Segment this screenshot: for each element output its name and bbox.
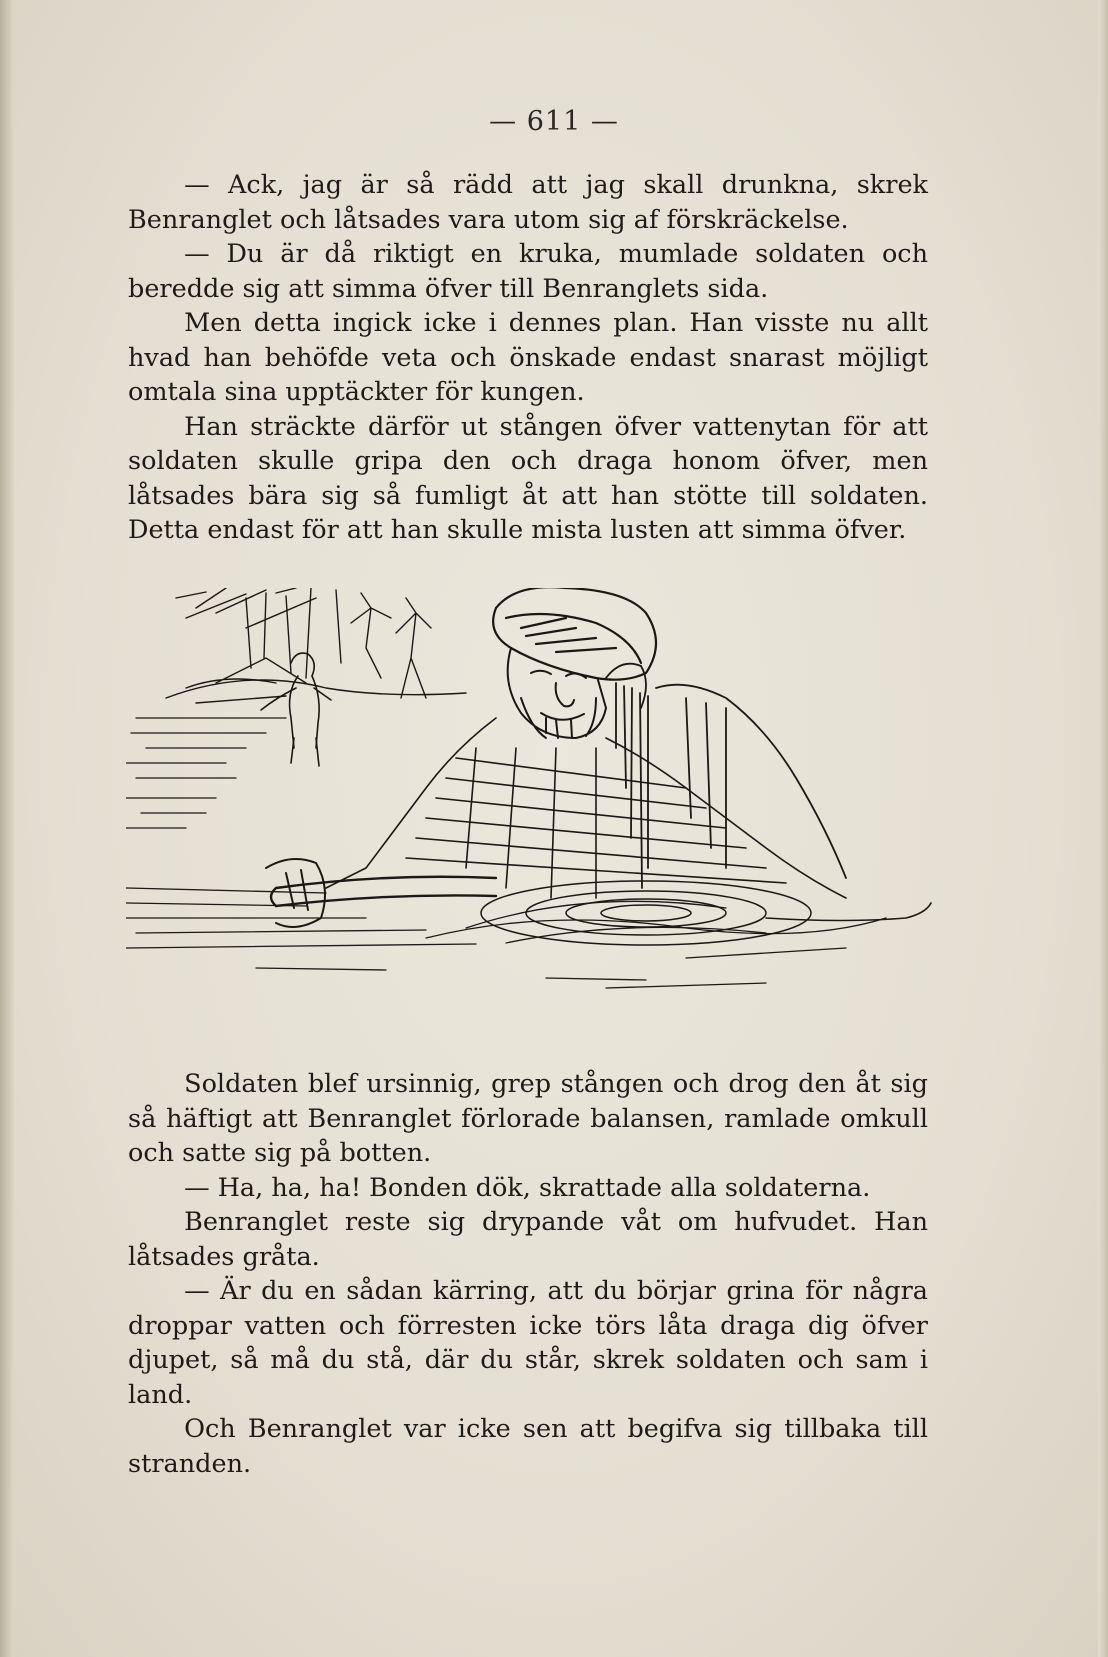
page-number: — 611 —	[489, 106, 619, 137]
paragraph: Han sträckte därför ut stången öfver vattenytan för att soldaten skulle gripa den och draga honom öfver, men låtsades bära sig så fumligt åt att han stötte till soldaten. Detta endast för att han skulle mista lusten att simma öfver.	[128, 411, 928, 545]
hat	[493, 588, 656, 680]
coat	[326, 718, 846, 898]
paragraph: Soldaten blef ursinnig, grep stången och drog den åt sig så häftigt att Benranglet förlorade balansen, ramlade omkull och satte sig på botten.	[128, 1069, 928, 1168]
text-block-top	[128, 168, 928, 548]
hand-and-drips	[606, 664, 846, 888]
wading-figure	[261, 653, 331, 766]
paragraph: Men detta ingick icke i dennes plan. Han visste nu allt hvad han behöfde veta och önskade endast snarast möjligt omtala sina upptäckter för kungen.	[128, 308, 928, 407]
illustration-man-in-water	[126, 588, 936, 1052]
page-right-edge	[1098, 0, 1108, 1657]
paragraph: — Är du en sådan kärring, att du börjar grina för några droppar vatten och förresten icke törs låta draga dig öfver djupet, så må du stå, där du står, skrek soldaten och sam i land.	[128, 1276, 928, 1410]
paragraph: — Ha, ha, ha! Bonden dök, skrattade alla soldaterna.	[184, 1172, 871, 1203]
text-block-bottom	[128, 1067, 928, 1481]
page-left-edge	[0, 0, 14, 1657]
paragraph: Benranglet reste sig drypande våt om hufvudet. Han låtsades gråta.	[128, 1207, 928, 1272]
face	[508, 648, 606, 738]
paragraph: Och Benranglet var icke sen att begifva sig tillbaka till stranden.	[128, 1414, 928, 1479]
ripples	[481, 881, 811, 945]
paragraph: — Du är då riktigt en kruka, mumlade soldaten och beredde sig att simma öfver till Benranglets sida.	[128, 239, 928, 304]
paragraph: — Ack, jag är så rädd att jag skall drunkna, skrek Benranglet och låtsades vara utom sig af förskräckelse.	[128, 170, 928, 235]
